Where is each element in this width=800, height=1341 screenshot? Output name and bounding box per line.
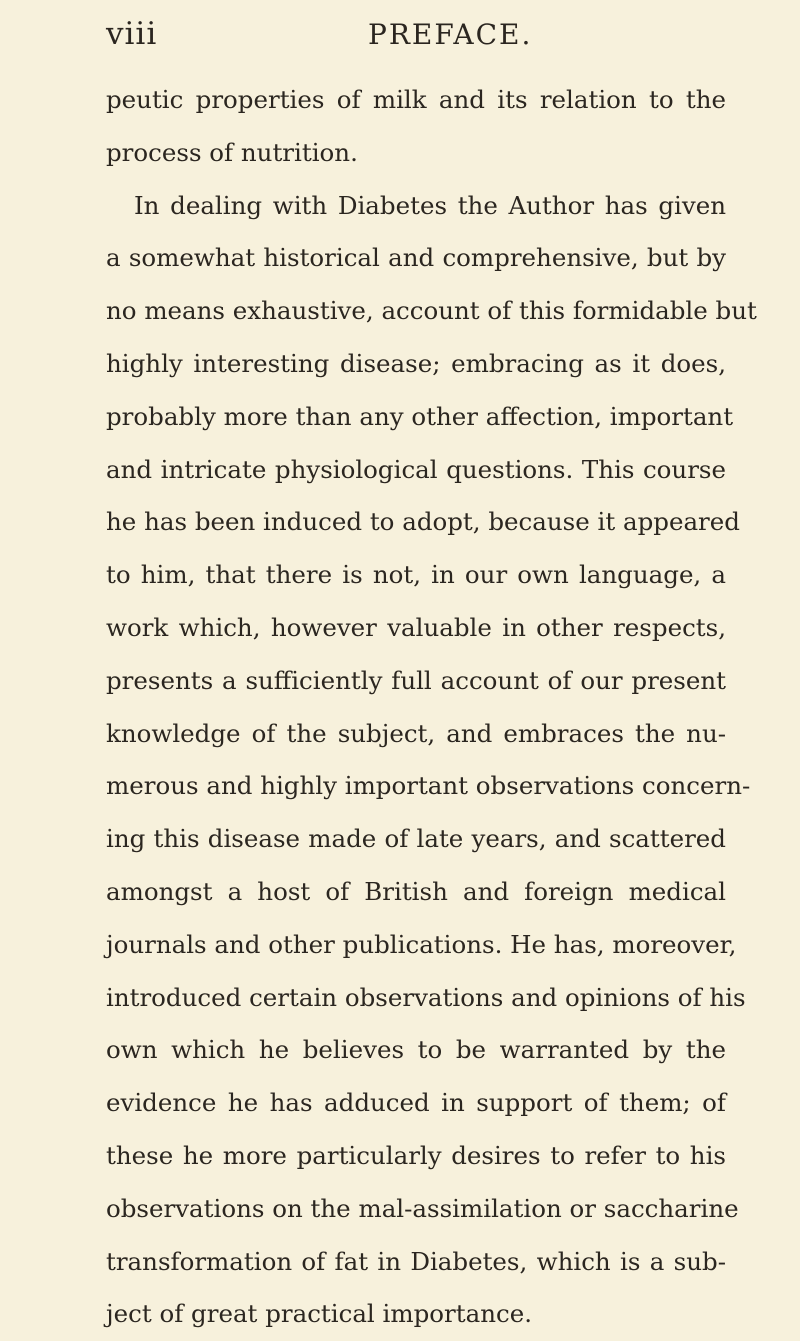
text-line: In dealing with Diabetes the Author has given <box>134 190 726 220</box>
section-title: PREFACE. <box>368 18 533 51</box>
running-head <box>106 16 686 56</box>
text-line: ject of great practical importance. <box>106 1299 532 1329</box>
text-line: these he more particularly desires to refer to his <box>106 1140 726 1170</box>
text-line: a somewhat historical and comprehensive, but by <box>106 243 726 273</box>
text-line: work which, however valuable in other respects, <box>106 612 726 642</box>
text-line: probably more than any other affection, important <box>106 401 734 431</box>
text-line: to him, that there is not, in our own language, a <box>106 560 726 590</box>
text-line: highly interesting disease; embracing as it does, <box>106 348 726 378</box>
text-line: amongst a host of British and foreign medical <box>106 876 726 906</box>
page-number: viii <box>106 16 158 52</box>
text-line: introduced certain observations and opinions of his <box>106 982 746 1012</box>
text-line: journals and other publications. He has, moreover, <box>106 929 737 959</box>
text-line: merous and highly important observations concern- <box>106 771 751 801</box>
text-line: he has been induced to adopt, because it appeared <box>106 507 740 537</box>
text-line: ing this disease made of late years, and scattered <box>106 824 726 854</box>
text-line: no means exhaustive, account of this formidable but <box>106 296 757 326</box>
text-line: observations on the mal-assimilation or saccharine <box>106 1193 739 1223</box>
text-line: and intricate physiological questions. This course <box>106 454 726 484</box>
text-line: process of nutrition. <box>106 137 358 167</box>
text-line: presents a sufficiently full account of our present <box>106 665 726 695</box>
body-text <box>106 74 757 1341</box>
text-line: peutic properties of milk and its relation to the <box>106 85 726 114</box>
text-line: knowledge of the subject, and embraces the nu- <box>106 718 726 748</box>
text-line: own which he believes to be warranted by the <box>106 1035 726 1065</box>
text-line: evidence he has adduced in support of them; of <box>106 1088 726 1118</box>
text-line: transformation of fat in Diabetes, which is a sub- <box>106 1246 726 1276</box>
